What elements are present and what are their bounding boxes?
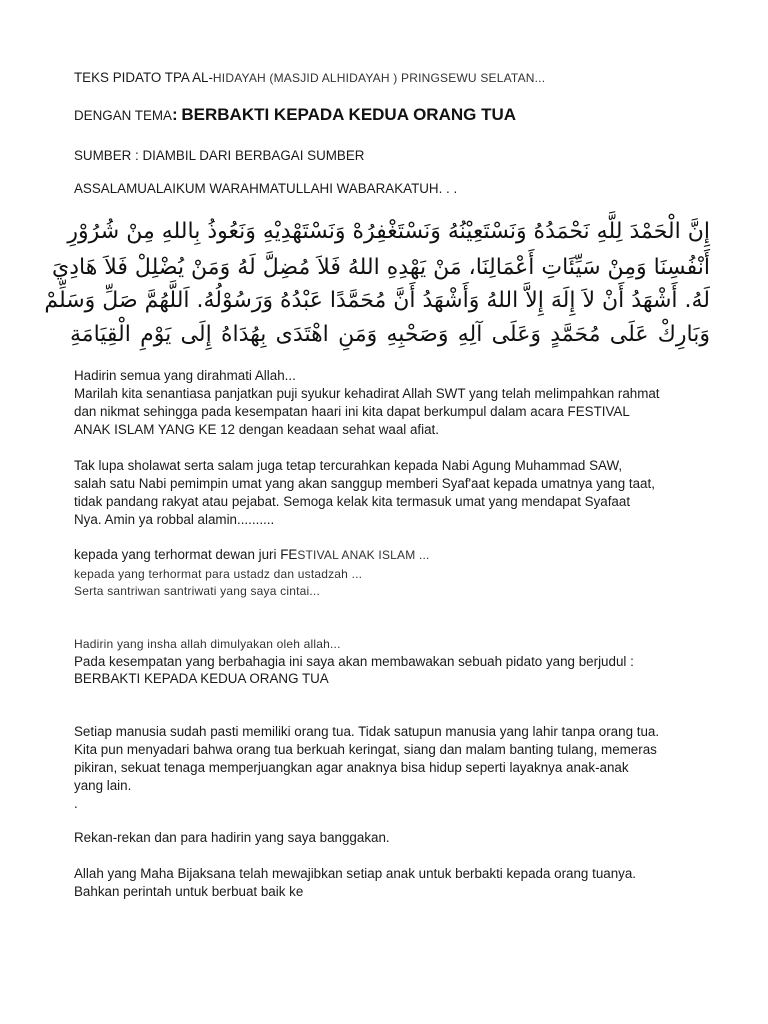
paragraph-7-line-2: Bahkan perintah untuk berbuat baik ke [74,884,304,899]
paragraph-1-line-3: dan nikmat sehingga pada kesempatan haari ini kita dapat berkumpul dalam acara FESTIVAL [74,404,630,419]
paragraph-5-line-1: Setiap manusia sudah pasti memiliki orang tua. Tidak satupun manusia yang lahir tanpa orang tua. [74,724,660,739]
document-title [74,70,545,86]
salutation-1-prefix: kepada yang terhormat dewan juri FE [74,547,298,562]
paragraph-1-line-4: ANAK ISLAM YANG KE 12 dengan keadaan sehat waal afiat. [74,422,439,437]
title-prefix: TEKS PIDATO TPA AL- [74,70,213,85]
paragraph-2-line-3: tidak pandang rakyat atau pejabat. Semoga kelak kita termasuk umat yang mendapat Syafaat [74,494,631,509]
theme-line [74,104,516,127]
paragraph-7-line-1: Allah yang Maha Bijaksana telah mewajibkan setiap anak untuk berbakti kepada orang tuanya. [74,866,637,881]
paragraph-5-line-2: Kita pun menyadari bahwa orang tua berkuah keringat, siang dan malam banting tulang, memeras [74,742,657,757]
arabic-line-4: وَبَارِكْ عَلَى مُحَمَّدٍ وَعَلَى آلِهِ وَصَحْبِهِ وَمَنِ اهْتَدَى بِهُدَاهُ إِلَى يَوْمِ الْقِيَامَةِ [70,322,710,347]
arabic-line-1: إِنَّ الْحَمْدَ لِلَّهِ نَحْمَدُهُ وَنَسْتَعِيْنُهُ وَنَسْتَغْفِرُهْ وَنَسْتَهْدِيْهِ وَنَعُوذُ بِاللهِ مِنْ شُرُوْرِ [67,219,710,244]
paragraph-5-line-5: . [74,796,78,811]
arabic-line-3: لَهُ. أَشْهَدُ أَنْ لاَ إِلَهَ إِلاَّ اللهُ وَأَشْهَدُ أَنَّ مُحَمَّدًا عَبْدُهُ وَرَسُوْلُهُ. اَللَّهُمَّ صَلِّ وَسَلِّمْ [44,288,710,313]
paragraph-2-line-4: Nya. Amin ya robbal alamin.......... [74,512,275,527]
paragraph-5-line-3: pikiran, sekuat tenaga memperjuangkan agar anaknya bisa hidup seperti layaknya anak-anak [74,760,629,775]
paragraph-6: Rekan-rekan dan para hadirin yang saya banggakan. [74,830,390,845]
salutation-1-rest: STIVAL ANAK ISLAM ... [297,548,430,562]
source-line: SUMBER : DIAMBIL DARI BERBAGAI SUMBER [74,148,365,163]
paragraph-1-line-2: Marilah kita senantiasa panjatkan puji syukur kehadirat Allah SWT yang telah melimpahkan rahmat [74,386,660,401]
paragraph-4-line-3: BERBAKTI KEPADA KEDUA ORANG TUA [74,671,329,686]
paragraph-4-line-2: Pada kesempatan yang berbahagia ini saya akan membawakan sebuah pidato yang berjudul : [74,654,634,669]
paragraph-5-line-4: yang lain. [74,778,132,793]
paragraph-2-line-1: Tak lupa sholawat serta salam juga tetap tercurahkan kepada Nabi Agung Muhammad SAW, [74,458,623,473]
salutation-line-2: kepada yang terhormat para ustadz dan ustadzah ... [74,567,363,581]
theme-label: DENGAN TEMA [74,108,172,123]
theme-title: BERBAKTI KEPADA KEDUA ORANG TUA [181,105,517,124]
theme-colon: : [171,105,178,124]
paragraph-2-line-2: salah satu Nabi pemimpin umat yang akan sanggup memberi Syaf'aat kepada umatnya yang taat, [74,476,655,491]
salutation-line-3: Serta santriwan santriwati yang saya cintai... [74,584,320,598]
greeting-line: ASSALAMUALAIKUM WARAHMATULLAHI WABARAKATUH. . . [74,181,458,196]
arabic-line-2: أَنْفُسِنَا وَمِنْ سَيِّئَاتِ أَعْمَالِنَا، مَنْ يَهْدِهِ اللهُ فَلاَ مُضِلَّ لَهُ وَمَنْ يُضْلِلْ فَلاَ هَادِيَ [51,255,710,280]
paragraph-4-line-1: Hadirin yang insha allah dimulyakan oleh allah... [74,637,341,651]
salutation-line-1 [74,547,430,563]
title-rest: HIDAYAH (MASJID ALHIDAYAH ) PRINGSEWU SELATAN... [212,71,546,85]
paragraph-1-line-1: Hadirin semua yang dirahmati Allah... [74,368,296,383]
